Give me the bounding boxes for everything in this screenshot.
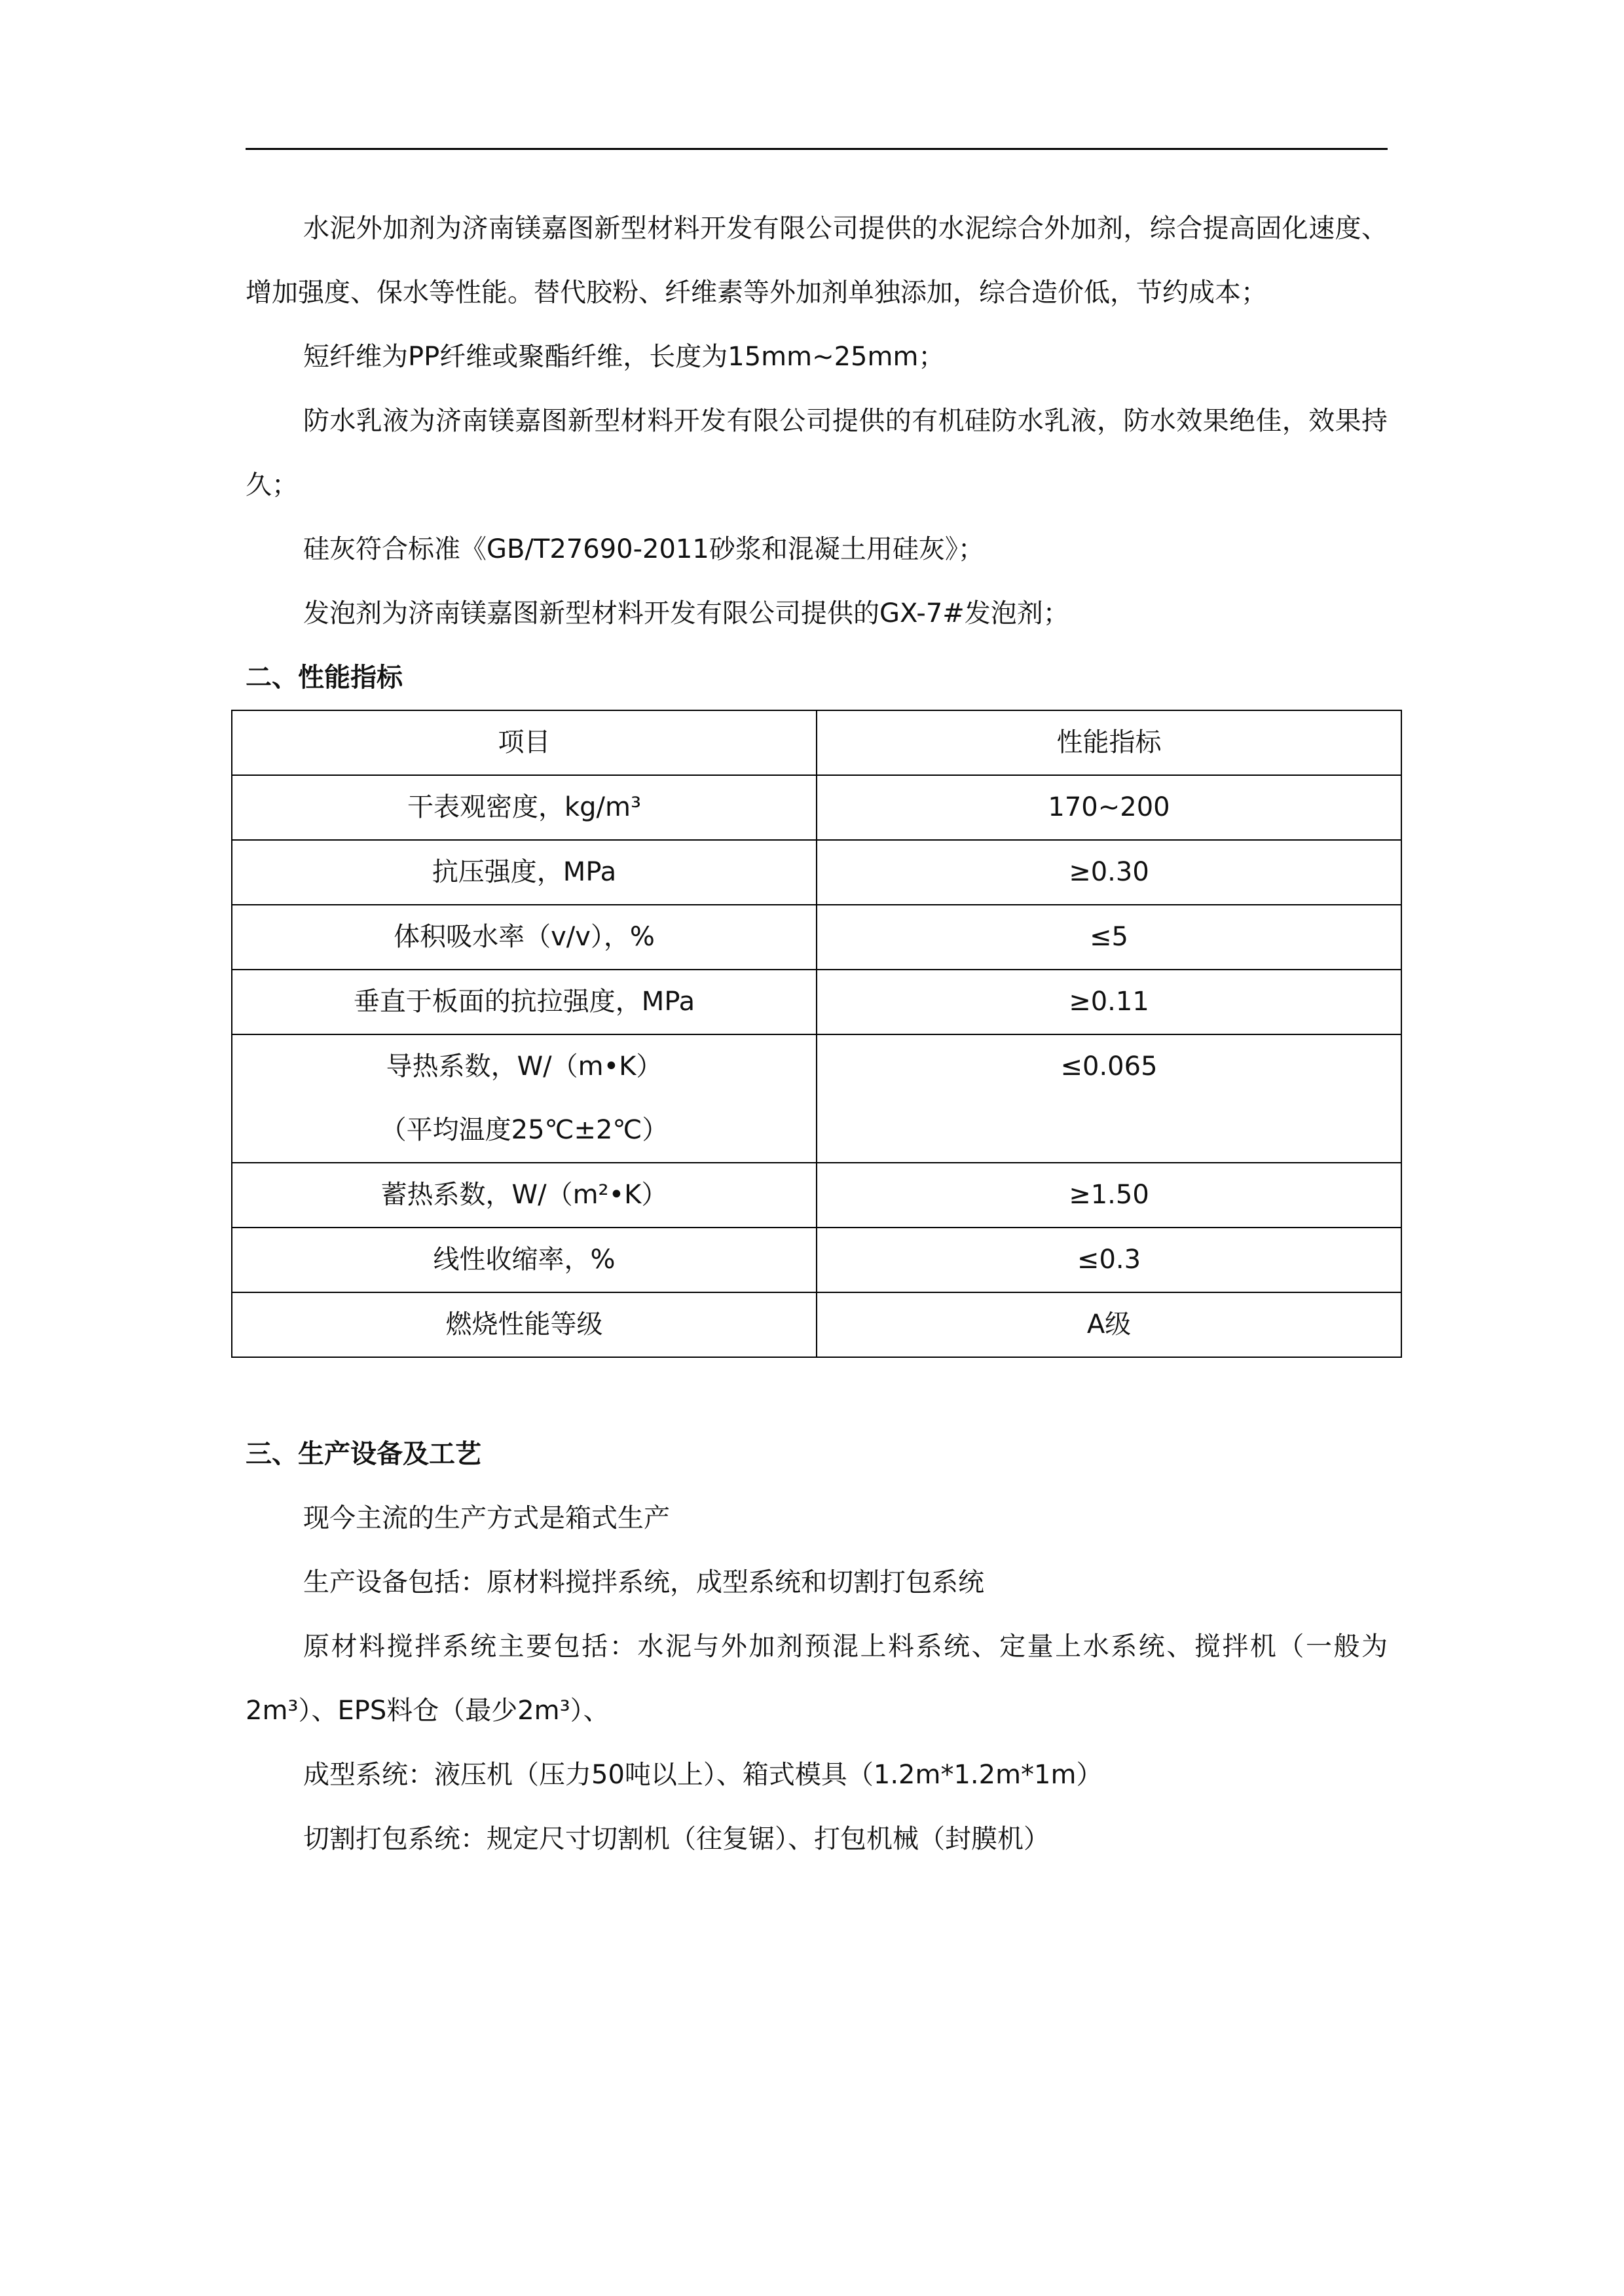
table-cell-value: 170~200 <box>817 775 1401 840</box>
table-cell-item <box>232 1034 817 1163</box>
table-row <box>232 1228 1401 1292</box>
table-cell-value: ≥0.11 <box>817 970 1401 1034</box>
table-cell-value: A级 <box>817 1292 1401 1357</box>
table-cell-value: ≤5 <box>817 905 1401 970</box>
production-paragraph: 生产设备包括：原材料搅拌系统，成型系统和切割打包系统 <box>303 1567 984 1597</box>
intro-paragraph-additive: 水泥外加剂为济南镁嘉图新型材料开发有限公司提供的水泥综合外加剂，综合提高固化速度、增加强度、保水等性能。替代胶粉、纤维素等外加剂单独添加，综合造价低，节约成本； <box>246 213 1388 308</box>
table-row <box>232 775 1401 840</box>
table-cell-value: ≤0.065 <box>817 1034 1401 1163</box>
intro-paragraph-emulsion: 防水乳液为济南镁嘉图新型材料开发有限公司提供的有机硅防水乳液，防水效果绝佳，效果持久； <box>246 406 1388 500</box>
table-cell-item-line1: 导热系数，W/（m•K） <box>386 1051 663 1082</box>
table-header-item: 项目 <box>232 710 817 775</box>
production-paragraph: 现今主流的生产方式是箱式生产 <box>303 1503 670 1533</box>
table-row <box>232 970 1401 1034</box>
header-rule <box>246 148 1388 150</box>
performance-table-wrap <box>231 710 1402 1358</box>
section-gap <box>246 1358 1388 1422</box>
table-row <box>232 840 1401 905</box>
production-paragraph: 成型系统：液压机（压力50吨以上）、箱式模具（1.2m*1.2m*1m） <box>303 1760 1103 1790</box>
table-cell-item: 垂直于板面的抗拉强度，MPa <box>232 970 817 1034</box>
table-header-row <box>232 710 1401 775</box>
production-paragraph: 原材料搅拌系统主要包括：水泥与外加剂预混上料系统、定量上水系统、搅拌机（一般为2m³）、EPS料仓（最少2m³）、 <box>246 1631 1388 1726</box>
table-header-value: 性能指标 <box>817 710 1401 775</box>
table-cell-value: ≥0.30 <box>817 840 1401 905</box>
table-cell-item: 线性收缩率，% <box>232 1228 817 1292</box>
table-row <box>232 905 1401 970</box>
table-row <box>232 1034 1401 1163</box>
table-row <box>232 1292 1401 1357</box>
table-cell-item: 体积吸水率（v/v），% <box>232 905 817 970</box>
table-cell-item: 蓄热系数，W/（m²•K） <box>232 1163 817 1228</box>
table-cell-item: 燃烧性能等级 <box>232 1292 817 1357</box>
performance-table <box>231 710 1402 1358</box>
table-cell-item-line2: （平均温度25℃±2℃） <box>380 1115 669 1145</box>
intro-paragraph-foaming-agent: 发泡剂为济南镁嘉图新型材料开发有限公司提供的GX-7#发泡剂； <box>303 598 1069 629</box>
document-body <box>246 196 1388 1871</box>
production-paragraph: 切割打包系统：规定尺寸切割机（往复锯）、打包机械（封膜机） <box>303 1824 1050 1854</box>
section-title-production: 三、生产设备及工艺 <box>246 1439 481 1469</box>
table-row <box>232 1163 1401 1228</box>
section-title-performance: 二、性能指标 <box>246 663 403 693</box>
intro-paragraph-fiber: 短纤维为PP纤维或聚酯纤维，长度为15mm~25mm； <box>303 342 945 372</box>
intro-paragraph-silica-fume: 硅灰符合标准《GB/T27690-2011砂浆和混凝土用硅灰》； <box>303 534 984 564</box>
table-cell-item: 抗压强度，MPa <box>232 840 817 905</box>
table-cell-value: ≤0.3 <box>817 1228 1401 1292</box>
table-cell-value: ≥1.50 <box>817 1163 1401 1228</box>
table-cell-item: 干表观密度，kg/m³ <box>232 775 817 840</box>
